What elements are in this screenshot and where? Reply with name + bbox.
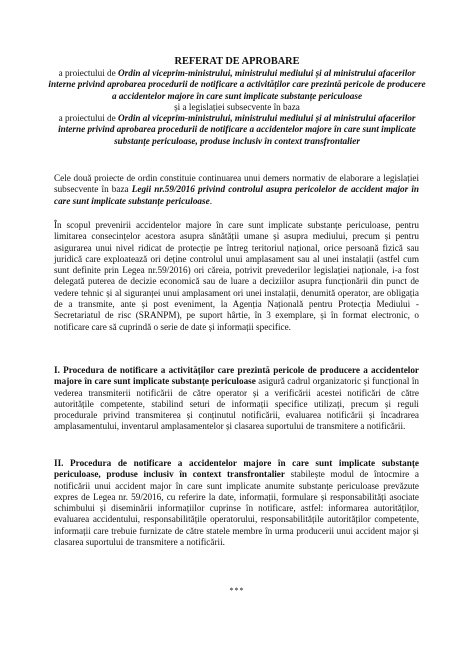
- order-title-2: Ordin al viceprim-ministrului, ministrului mediului și al ministrului afacerilor interne privind aprobarea procedurii de notificare a accidentelor majore în care sunt implicate substanțe periculoase, produse inclusiv în context transfrontalier: [58, 113, 416, 146]
- procedure-1-heading: I. Procedura de notificare a activităților care prezintă pericole de producere a accidentelor majore în care sunt implicate substanțe periculoase: [54, 365, 419, 387]
- intro-block-1: [46, 68, 428, 102]
- intro-lead-2: a proiectului de: [58, 113, 116, 123]
- paragraph-procedure-2: [54, 458, 419, 548]
- law-reference: Legii nr.59/2016 privind controlul asupra pericolelor de accident major în care sunt implicate substanțe periculoase: [54, 184, 419, 206]
- paragraph-context-text: Cele două proiecte de ordin constituie continuarea unui demers normativ de elaborare a legislației subsecvente în baza: [54, 173, 419, 195]
- intro-mid: și a legislației subsecvente în baza: [174, 102, 300, 112]
- procedure-1-text: asigură cadrul organizatoric și funcțional în vederea transmiterii notificării de către operator și a verificării acestei notificări de către autoritățile competente, stabilind seturi de informații specifice utilizați, precum și reguli procedurale privind transmiterea și conținutul notificării, evaluarea notificării și încadrarea amplasamentului, inventarul amplasamentelor și clasarea suportului de transmitere a notificării.: [54, 376, 419, 432]
- intro-block-2: [46, 113, 428, 147]
- procedure-2-text: stabilește modul de întocmire a notificării unui accident major în care sunt implicate anumite substanțe periculoase prevăzute expres de Legea nr. 59/2016, cu referire la date, informații, formulare și responsabilități asociate schimbului și diseminării informațiilor cuprinse în notificare, astfel: informarea autorităților, evaluarea accidentului, responsabilitățile operatorului, responsabilitățile autorităților competente, informații care trebuie furnizate de către statele membre în urma producerii unui accident major și clasarea suportului de transmitere a notificării.: [54, 469, 420, 548]
- document-title: REFERAT DE APROBARE: [174, 56, 300, 67]
- paragraph-context-end: .: [209, 195, 212, 206]
- paragraph-procedure-1: [54, 365, 419, 433]
- intro-lead-1: a proiectului de: [58, 68, 116, 78]
- paragraph-context: [54, 173, 419, 207]
- procedure-2-heading: II. Procedura de notificare a accidentelor majore în care sunt implicate substanțe periculoase, produse inclusiv în context transfrontalier: [54, 458, 419, 480]
- paragraph-purpose: În scopul prevenirii accidentelor majore în care sunt implicate substanțe periculoase, pentru limitarea consecințelor acestora asupra sănătății umane și asupra mediului, precum și pentru asigurarea unui nivel ridicat de protecție pe întreg teritoriul național, orice persoană fizică sau juridică care exploatează ori deține controlul unui amplasament sau al unei instalații (astfel cum sunt definite prin Legea nr.59/2016) ori căreia, potrivit prevederilor legislației naționale, i-a fost delegată puterea de decizie economică sau de luare a deciziilor asupra funcționării din punct de vedere tehnic și al siguranței unui amplasament ori unei instalații, denumită operator, are obligația de a transmite, ante și post eveniment, la Agenția Națională pentru Protecția Mediului - Secretariatul de risc (SRANPM), pe suport hârtie, în 3 exemplare, și în format electronic, o notificare care să cuprindă o serie de date și informații specifice.: [54, 220, 419, 332]
- section-separator: ***: [229, 586, 245, 595]
- order-title-1: Ordin al viceprim-ministrului, ministrului mediului și al ministrului afacerilor interne privind aprobarea procedurii de notificare a activităților care prezintă pericole de producere a accidentelor majore în care sunt implicate substanțe periculoase: [48, 68, 426, 101]
